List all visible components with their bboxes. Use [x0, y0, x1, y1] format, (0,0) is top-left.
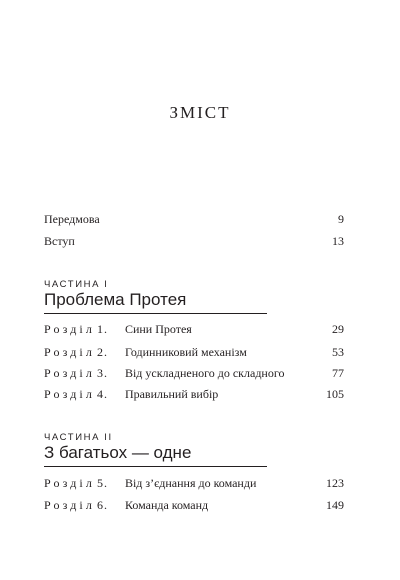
page-number: 13 — [332, 234, 344, 248]
part-divider — [44, 313, 267, 314]
page-number: 29 — [332, 322, 344, 336]
chapter-number: 6. — [96, 498, 108, 512]
part-divider — [44, 466, 267, 467]
chapter-section-word: Розділ — [44, 476, 95, 490]
toc-chapter-row — [44, 343, 344, 361]
part-title: З багатьох — одне — [44, 443, 192, 462]
chapter-section-word: Розділ — [44, 498, 95, 512]
chapter-number: 1. — [96, 322, 108, 336]
chapter-section-word: Розділ — [44, 345, 95, 359]
page-number: 149 — [326, 498, 344, 512]
part-title: Проблема Протея — [44, 290, 187, 309]
page-number: 9 — [338, 212, 344, 226]
chapter-title: Від з’єднання до команди — [124, 476, 257, 490]
toc-entry-foreword — [44, 210, 344, 228]
chapter-title: Правильний вибір — [124, 387, 219, 401]
toc-chapter-row — [44, 320, 344, 338]
chapter-title: Від ускладненого до складного — [124, 366, 285, 380]
toc-chapter-row — [44, 474, 344, 492]
chapter-section-word: Розділ — [44, 387, 95, 401]
chapter-section-word: Розділ — [44, 366, 95, 380]
chapter-number: 3. — [96, 366, 108, 380]
chapter-number: 4. — [96, 387, 108, 401]
entry-title: Передмова — [44, 212, 100, 226]
chapter-title: Годинниковий механізм — [124, 345, 247, 359]
entry-title: Вступ — [44, 234, 75, 248]
chapter-section-word: Розділ — [44, 322, 95, 336]
page-number: 53 — [332, 345, 344, 359]
chapter-number: 2. — [96, 345, 108, 359]
chapter-number: 5. — [96, 476, 108, 490]
chapter-title: Команда команд — [124, 498, 209, 512]
toc-chapter-row — [44, 364, 344, 382]
page-number: 105 — [326, 387, 344, 401]
part-label: ЧАСТИНА І — [44, 279, 109, 290]
chapter-title: Сини Протея — [124, 322, 192, 336]
page-title: ЗМІСТ — [169, 103, 231, 122]
toc-chapter-row — [44, 496, 344, 514]
page-number: 123 — [326, 476, 344, 490]
part-label: ЧАСТИНА ІІ — [44, 432, 113, 443]
toc-chapter-row — [44, 385, 344, 403]
page-number: 77 — [332, 366, 344, 380]
toc-entry-introduction — [44, 232, 344, 250]
